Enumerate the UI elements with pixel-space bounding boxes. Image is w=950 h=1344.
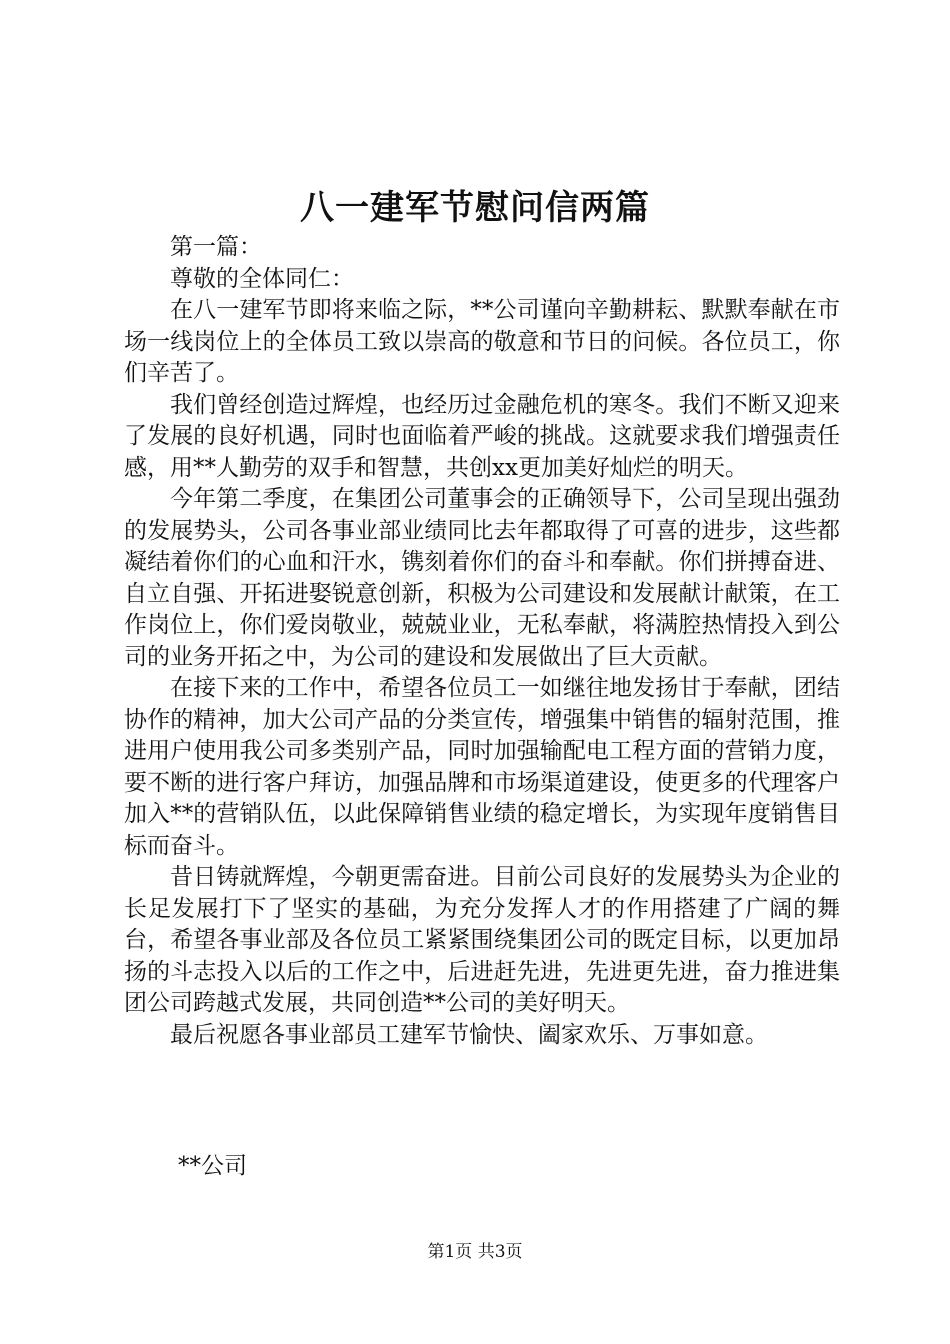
signature: **公司 [178,1153,247,1179]
section-heading: 第一篇： [170,234,262,260]
paragraph: 今年第二季度，在集团公司董事会的正确领导下，公司呈现出强劲的发展势头，公司各事业部业绩同比去年都取得了可喜的进步，这些都凝结着你们的心血和汗水，镌刻着你们的奋斗和奉献。你们拼搏奋进、自立自强、开拓进娶锐意创新，积极为公司建设和发展献计献策，在工作岗位上，你们爱岗敬业，兢兢业业，无私奉献，将满腔热情投入到公司的业务开拓之中，为公司的建设和发展做出了巨大贡献。 [124,486,840,670]
salutation: 尊敬的全体同仁： [170,265,354,292]
page-footer: 第1页 共3页 [427,1242,523,1262]
paragraph: 在八一建军节即将来临之际，**公司谨向辛勤耕耘、默默奉献在市场一线岗位上的全体员工致以崇高的敬意和节日的问候。各位员工，你们辛苦了。 [124,297,840,386]
paragraph: 我们曾经创造过辉煌，也经历过金融危机的寒冬。我们不断又迎来了发展的良好机遇，同时也面临着严峻的挑战。这就要求我们增强责任感，用**人勤劳的双手和智慧，共创xx更加美好灿烂的明天。 [124,391,840,481]
document-body [124,232,840,1051]
closing-wish: 最后祝愿各事业部员工建军节愉快、阖家欢乐、万事如意。 [170,1021,768,1048]
paragraph: 昔日铸就辉煌，今朝更需奋进。目前公司良好的发展势头为企业的长足发展打下了坚实的基础，为充分发挥人才的作用搭建了广阔的舞台，希望各事业部及各位员工紧紧围绕集团公司的既定目标，以更加昂扬的斗志投入以后的工作之中，后进赶先进，先进更先进，奋力推进集团公司跨越式发展，共同创造**公司的美好明天。 [124,864,840,1016]
paragraph: 在接下来的工作中，希望各位员工一如继往地发扬甘于奉献，团结协作的精神，加大公司产品的分类宣传，增强集中销售的辐射范围，推进用户使用我公司多类别产品，同时加强输配电工程方面的营销力度，要不断的进行客户拜访，加强品牌和市场渠道建设，使更多的代理客户加入**的营销队伍，以此保障销售业绩的稳定增长，为实现年度销售目标而奋斗。 [124,675,840,859]
document-title: 八一建军节慰问信两篇 [300,188,650,228]
